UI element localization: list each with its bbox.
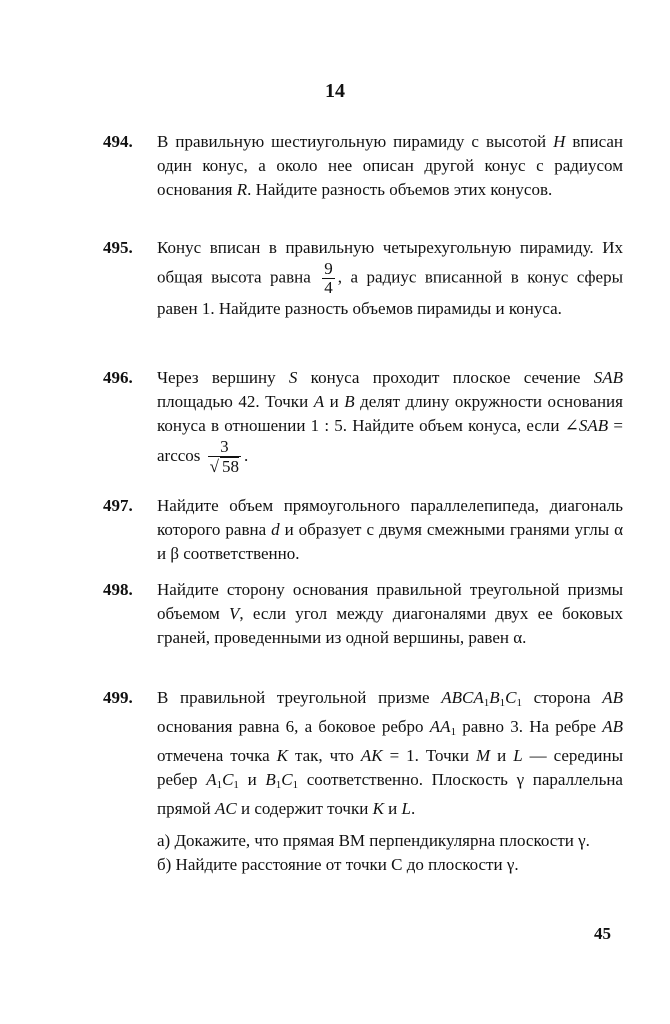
problem-494 bbox=[103, 130, 623, 202]
problem-499 bbox=[103, 686, 623, 877]
problem-496 bbox=[103, 366, 623, 476]
problem-number: 495. bbox=[103, 238, 133, 257]
footer-page-number: 45 bbox=[594, 924, 611, 943]
problem-number: 494. bbox=[103, 132, 133, 151]
problem-number: 498. bbox=[103, 580, 133, 599]
problem-497 bbox=[103, 494, 623, 566]
problem-498 bbox=[103, 578, 623, 650]
problem-text: В правильную шестиугольную пирамиду с высотой H вписан один конус, а около нее описан другой конус с радиусом основания R. Найдите разность объемов этих конусов. bbox=[157, 132, 623, 199]
problem-text: Найдите объем прямоугольного параллелепипеда, диагональ которого равна d и образует с двумя смежными гранями углы α и β соответственно. bbox=[157, 496, 623, 563]
page-header-number: 14 bbox=[325, 80, 345, 102]
problem-text: Через вершину S конуса проходит плоское сечение SAB площадью 42. Точки A и B делят длину окружности основания конуса в отношении 1 : 5. Найдите объем конуса, если ∠SAB = arccos $\frac{3}{√ 58}$ . bbox=[157, 368, 623, 476]
fraction: $\frac{3}{√ 58}$ bbox=[209, 437, 240, 476]
problem-number: 499. bbox=[103, 688, 133, 707]
problem-text: Найдите сторону основания правильной треугольной призмы объемом V, если угол между диагоналями двух ее боковых граней, проведенными из одной вершины, равен α. bbox=[157, 580, 623, 647]
problem-number: 496. bbox=[103, 368, 133, 387]
problem-text: В правильной треугольной призме $ABCA_1B_1C_1$ сторона AB основания равна 6, а боковое ребро $AA_1$ равно 3. На ребре AB отмечена точка K так, что AK = 1. Точки M и L — середины ребер $A_1C_1$ и $B_1C_1$ соответственно. Плоскость γ параллельна прямой AC и содержит точки K и L. bbox=[157, 688, 624, 818]
subquestion-a: а) Докажите, что прямая BM перпендикулярна плоскости γ. bbox=[157, 831, 590, 850]
subquestion-b: б) Найдите расстояние от точки C до плоскости γ. bbox=[157, 855, 519, 874]
problem-text: Конус вписан в правильную четырехугольную пирамиду. Их общая высота равна $\frac{9}{4}$ , а радиус вписанной в конус сферы равен 1. Найдите разность объемов пирамиды и конуса. bbox=[157, 238, 623, 318]
problem-number: 497. bbox=[103, 496, 133, 515]
problem-495 bbox=[103, 236, 623, 321]
fraction: $\frac{9}{4}$ bbox=[324, 259, 333, 297]
